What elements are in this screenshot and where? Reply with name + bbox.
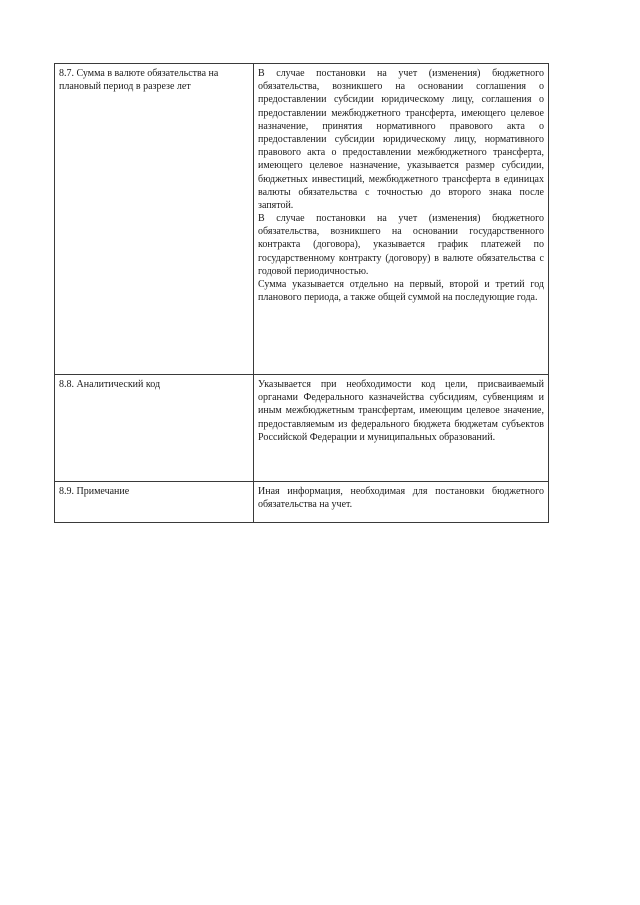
document-table (54, 63, 549, 523)
row-label-cell (55, 482, 254, 523)
row-description-cell (254, 64, 549, 375)
table-row (55, 64, 549, 375)
description-paragraph: Сумма указывается отдельно на первый, второй и третий год планового периода, а также общей суммой на последующие года. (258, 279, 544, 304)
table-row (55, 482, 549, 523)
description-paragraph: Иная информация, необходимая для постановки бюджетного обязательства на учет. (258, 486, 544, 511)
row-description-cell (254, 375, 549, 482)
row-description-cell (254, 482, 549, 523)
row-label-cell (55, 64, 254, 375)
description-paragraph: В случае постановки на учет (изменения) бюджетного обязательства, возникшего на основании государственного контракта (договора), указывается график платежей по государственному контракту (договору) в валюте обязательства с годовой периодичностью. (258, 213, 544, 277)
row-label-cell (55, 375, 254, 482)
row-label: 8.9. Примечание (59, 486, 130, 497)
table-row (55, 375, 549, 482)
description-paragraph: Указывается при необходимости код цели, присваиваемый органами Федерального казначейства субсидиям, субвенциям и иным межбюджетным трансфертам, имеющим целевое значение, предоставляемым из федерального бюджета бюджетам субъектов Российской Федерации и муниципальных образований. (258, 379, 544, 443)
row-label: 8.8. Аналитический код (59, 379, 161, 390)
description-paragraph: В случае постановки на учет (изменения) бюджетного обязательства, возникшего на основании соглашения о предоставлении субсидии юридическому лицу, соглашения о предоставлении межбюджетного трансферта, имеющего целевое назначение, принятия нормативного правового акта о предоставлении субсидии юридическому лицу, нормативного правового акта о предоставлении межбюджетного трансферта, имеющего целевое назначение, указывается размер субсидии, бюджетных инвестиций, межбюджетного трансферта в единицах валюты обязательства с точностью до второго знака после запятой. (258, 68, 544, 211)
row-label: 8.7. Сумма в валюте обязательства на плановый период в разрезе лет (59, 68, 219, 93)
